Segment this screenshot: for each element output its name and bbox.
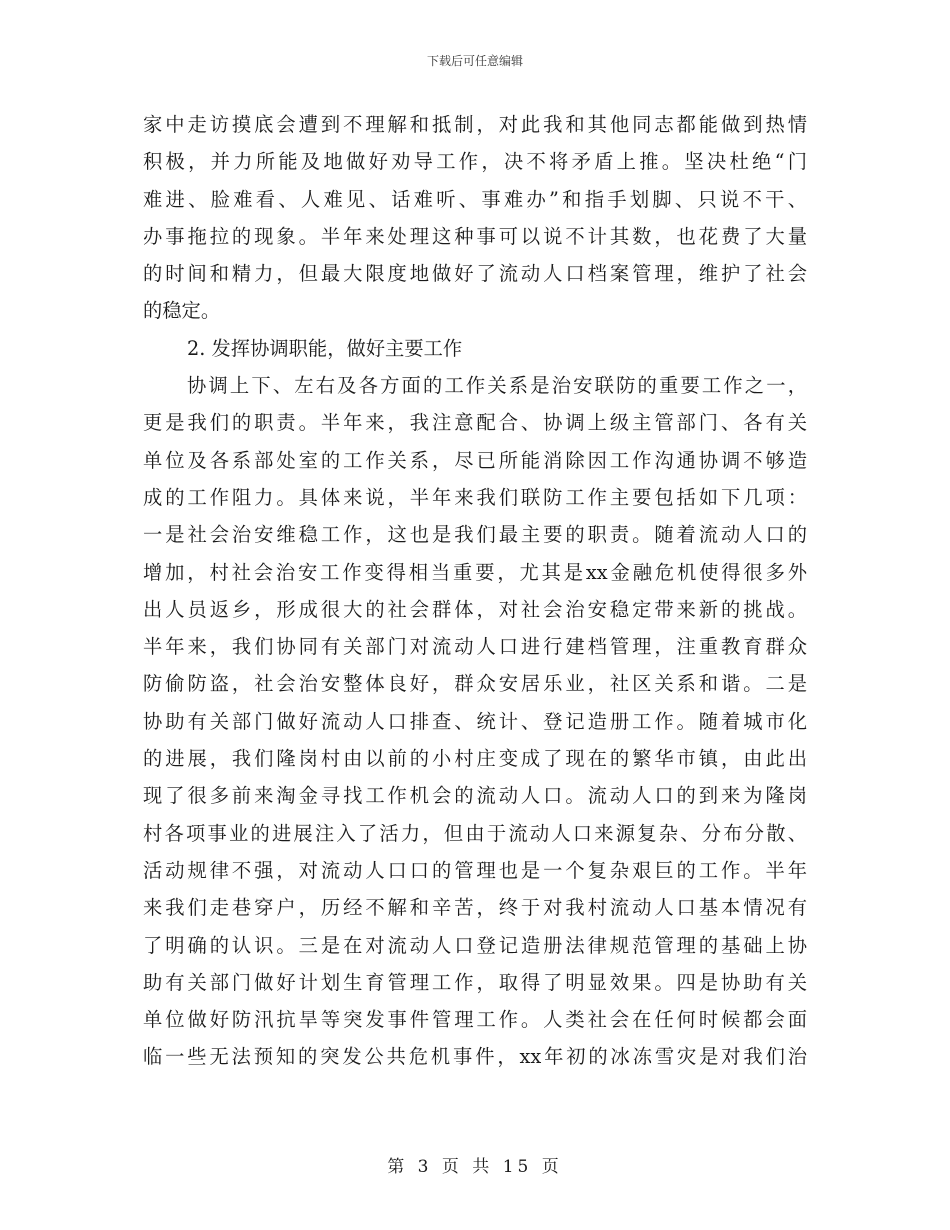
page-number: 第 3 页 共 15 页 (387, 1157, 563, 1177)
text-line: 难进、脸难看、人难见、话难听、事难办”和指手划脚、只说不干、 (143, 187, 807, 211)
text-line: 临一些无法预知的突发公共危机事件，xx年初的冰冻雪灾是对我们治 (143, 1045, 807, 1069)
text-line: 单位做好防汛抗旱等突发事件管理工作。人类社会在任何时候都会面 (143, 1008, 807, 1032)
text-line: 协调上下、左右及各方面的工作关系是治安联防的重要工作之一， (187, 374, 807, 398)
text-line: 增加，村社会治安工作变得相当重要，尤其是xx金融危机使得很多外 (143, 560, 807, 584)
text-line: 现了很多前来淘金寻找工作机会的流动人口。流动人口的到来为隆岗 (143, 784, 807, 808)
text-line: 村各项事业的进展注入了活力，但由于流动人口来源复杂、分布分散、 (143, 821, 807, 845)
text-line: 积极，并力所能及地做好劝导工作，决不将矛盾上推。坚决杜绝“门 (143, 150, 807, 174)
text-line: 出人员返乡，形成很大的社会群体，对社会治安稳定带来新的挑战。 (143, 597, 807, 621)
text-line: 了明确的认识。三是在对流动人口登记造册法律规范管理的基础上协 (143, 933, 807, 957)
text-line: 一是社会治安维稳工作，这也是我们最主要的职责。随着流动人口的 (143, 523, 807, 547)
text-line: 活动规律不强，对流动人口口的管理也是一个复杂艰巨的工作。半年 (143, 858, 807, 882)
text-line: 单位及各系部处室的工作关系，尽已所能消除因工作沟通协调不够造 (143, 448, 807, 472)
text-line: 来我们走巷穿户，历经不解和辛苦，终于对我村流动人口基本情况有 (143, 896, 807, 920)
text-line: 办事拖拉的现象。半年来处理这种事可以说不计其数，也花费了大量 (143, 224, 807, 248)
text-line: 更是我们的职责。半年来，我注意配合、协调上级主管部门、各有关 (143, 411, 807, 435)
text-line: 的稳定。 (143, 299, 221, 323)
text-line: 的进展，我们隆岗村由以前的小村庄变成了现在的繁华市镇，由此出 (143, 747, 807, 771)
section-heading: 2. 发挥协调职能，做好主要工作 (187, 336, 463, 360)
text-line: 的时间和精力，但最大限度地做好了流动人口档案管理，维护了社会 (143, 262, 807, 286)
header-note: 下载后可任意编辑 (426, 54, 523, 68)
body-text (143, 106, 807, 1076)
text-line: 成的工作阻力。具体来说，半年来我们联防工作主要包括如下几项： (143, 485, 807, 509)
text-line: 家中走访摸底会遭到不理解和抵制，对此我和其他同志都能做到热情 (143, 113, 807, 136)
text-line: 防偷防盗，社会治安整体良好，群众安居乐业，社区关系和谐。二是 (143, 672, 807, 696)
text-line: 协助有关部门做好流动人口排查、统计、登记造册工作。随着城市化 (143, 709, 807, 733)
text-line: 助有关部门做好计划生育管理工作，取得了明显效果。四是协助有关 (143, 970, 807, 994)
text-line: 半年来，我们协同有关部门对流动人口进行建档管理，注重教育群众 (143, 635, 807, 659)
